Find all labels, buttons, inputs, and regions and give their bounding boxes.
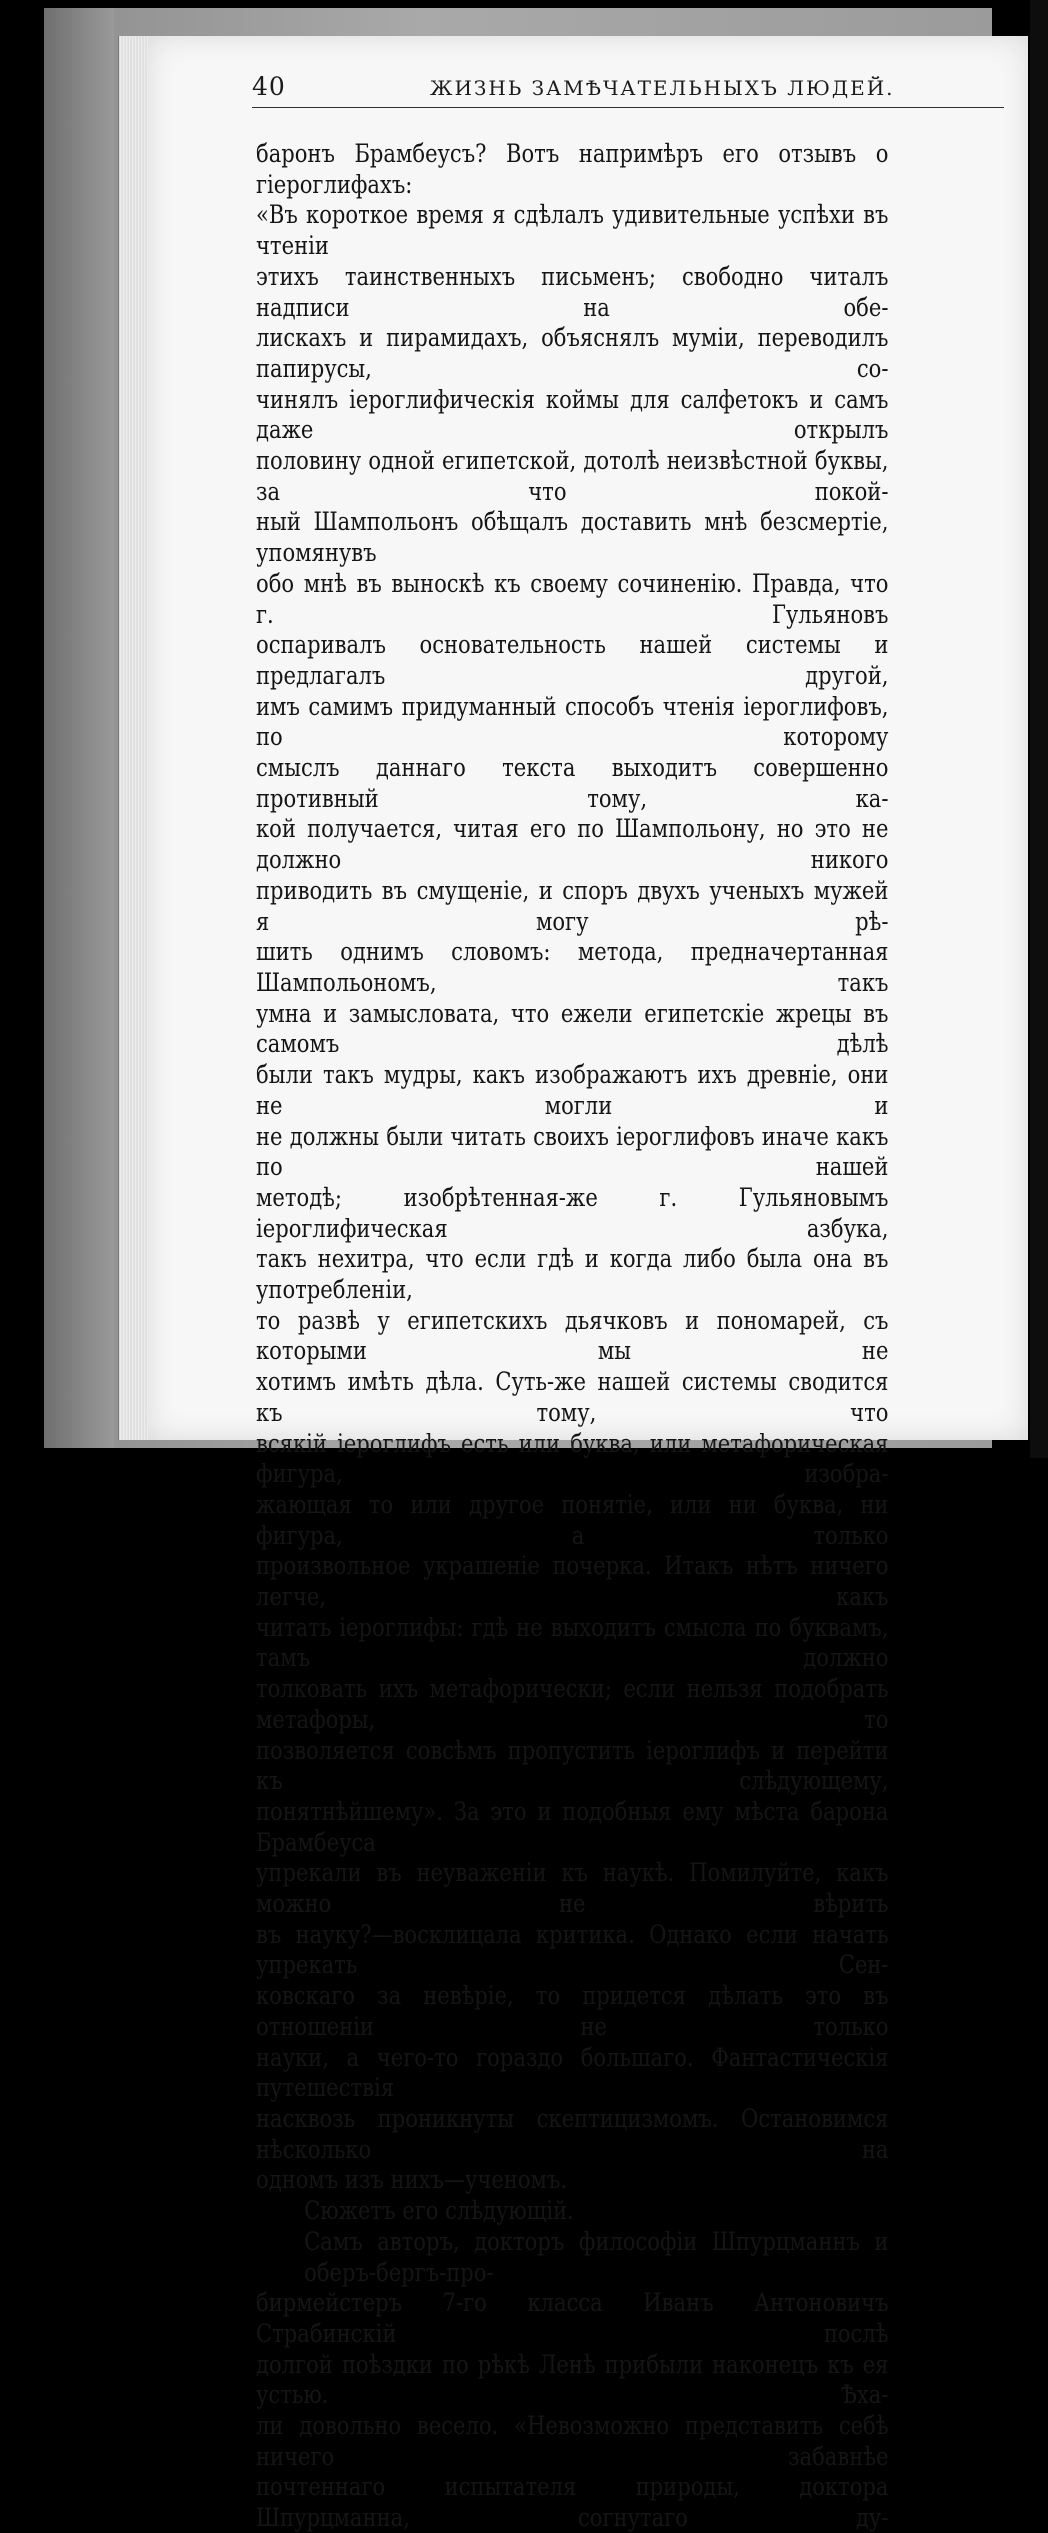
text-line: науки, а чего-то гораздо большаго. Фантастическія путешествія <box>256 2041 889 2103</box>
text-line: ковскаго за невѣріе, то придется дѣлать это въ отношеніи не только <box>256 1980 889 2041</box>
text-line: умна и замысловата, что ежели египетскіе жрецы въ самомъ дѣлѣ <box>256 997 889 1059</box>
text-line: этихъ таинственныхъ письменъ; свободно читалъ надписи на обе- <box>256 260 889 322</box>
text-line: произвольное украшеніе почерка. Итакъ нѣтъ ничего легче, какъ <box>256 1550 889 1612</box>
text-line: упрекали въ неуваженіи къ наукѣ. Помилуйте, какъ можно не вѣрить <box>256 1857 889 1919</box>
body-text <box>256 138 888 2533</box>
text-line: имъ самимъ придуманный способъ чтенія іероглифовъ, по которому <box>256 690 889 752</box>
text-line: бирмейстеръ 7-го класса Иванъ Антоновичъ Страбинскій послѣ <box>256 2287 889 2348</box>
text-line: шить однимъ словомъ: метода, предначертанная Шампольономъ, такъ <box>256 936 889 997</box>
text-line: смыслъ даннаго текста выходитъ совершенно противный тому, ка- <box>256 752 889 813</box>
text-line: «Въ короткое время я сдѣлалъ удивительные успѣхи въ чтеніи <box>256 199 889 261</box>
text-line: почтеннаго испытателя природы, доктора Шпурцманна, согнутаго ду- <box>256 2471 889 2533</box>
text-line: читать іероглифы: гдѣ не выходитъ смысла по буквамъ, тамъ должно <box>256 1611 889 1673</box>
text-line: приводить въ смущеніе, и споръ двухъ ученыхъ мужей я могу рѣ- <box>256 874 889 936</box>
header-rule <box>252 107 1004 108</box>
text-line: Сюжетъ его слѣдующій. <box>304 2195 574 2226</box>
text-line: оспаривалъ основательность нашей системы и предлагалъ другой, <box>256 629 889 690</box>
text-line: ли довольно весело. «Невозможно представить себѣ ничего забавнѣе <box>256 2410 889 2471</box>
text-line: баронъ Брамбеусъ? Вотъ напримѣръ его отзывъ о гіероглифахъ: <box>256 138 889 199</box>
text-line: обо мнѣ въ выноскѣ къ своему сочиненію. Правда, что г. Гульяновъ <box>256 567 889 629</box>
text-line: понятнѣйшему». За это и подобныя ему мѣста барона Брамбеуса <box>256 1795 889 1857</box>
text-line: то развѣ у египетскихъ дьячковъ и пономарей, съ которыми мы не <box>256 1304 889 1366</box>
text-line: кой получается, читая его по Шампольону, но это не должно никого <box>256 813 889 875</box>
text-line: чинялъ іероглифическія коймы для салфетокъ и самъ даже открылъ <box>256 383 889 445</box>
text-line: одномъ изъ нихъ—ученомъ. <box>256 2164 568 2195</box>
text-line: толковать ихъ метафорически; если нельзя подобрать метафоры, то <box>256 1673 889 1734</box>
page-number: 40 <box>252 72 286 101</box>
text-line: такъ нехитра, что если гдѣ и когда либо была она въ употребленіи, <box>256 1243 889 1305</box>
text-line: Самъ авторъ, докторъ философіи Шпурцманнъ и оберъ-бергъ-про- <box>304 2225 889 2287</box>
text-line: позволяется совсѣмъ пропустить іероглифъ и перейти къ слѣдующему, <box>256 1734 889 1796</box>
running-title: ЖИЗНЬ ЗАМѢЧАТЕЛЬНЫХЪ ЛЮДЕЙ. <box>430 76 895 100</box>
running-head <box>252 72 1008 108</box>
text-line: лискахъ и пирамидахъ, объяснялъ муміи, переводилъ папирусы, со- <box>256 322 889 383</box>
text-line: насквозь проникнуты скептицизмомъ. Остановимся нѣсколько на <box>256 2103 889 2164</box>
scan-right-edge <box>1030 0 1048 1458</box>
cover-binding-edge <box>44 8 114 1448</box>
text-line: всякій іероглифъ есть или буква, или метафорическая фигура, изобра- <box>256 1427 889 1489</box>
text-line: долгой поѣздки по рѣкѣ Ленѣ прибыли наконецъ къ ея устью. Ѣха- <box>256 2348 889 2410</box>
text-line: въ науку?—восклицала критика. Однако если начать упрекать Сен- <box>256 1918 889 1980</box>
text-line: половину одной египетской, дотолѣ неизвѣстной буквы, за что покой- <box>256 445 889 506</box>
text-line: методѣ; изобрѣтенная-же г. Гульяновымъ іероглифическая азбука, <box>256 1181 889 1243</box>
text-line: не должны были читать своихъ іероглифовъ иначе какъ по нашей <box>256 1120 889 1182</box>
text-line: хотимъ имѣть дѣла. Суть-же нашей системы сводится къ тому, что <box>256 1366 889 1427</box>
text-line: жающая то или другое понятіе, или ни буква, ни фигура, а только <box>256 1488 889 1550</box>
text-line: были такъ мудры, какъ изображаютъ ихъ древніе, они не могли и <box>256 1059 889 1120</box>
text-line: ный Шампольонъ обѣщалъ доставить мнѣ безсмертіе, упомянувъ <box>256 506 889 568</box>
